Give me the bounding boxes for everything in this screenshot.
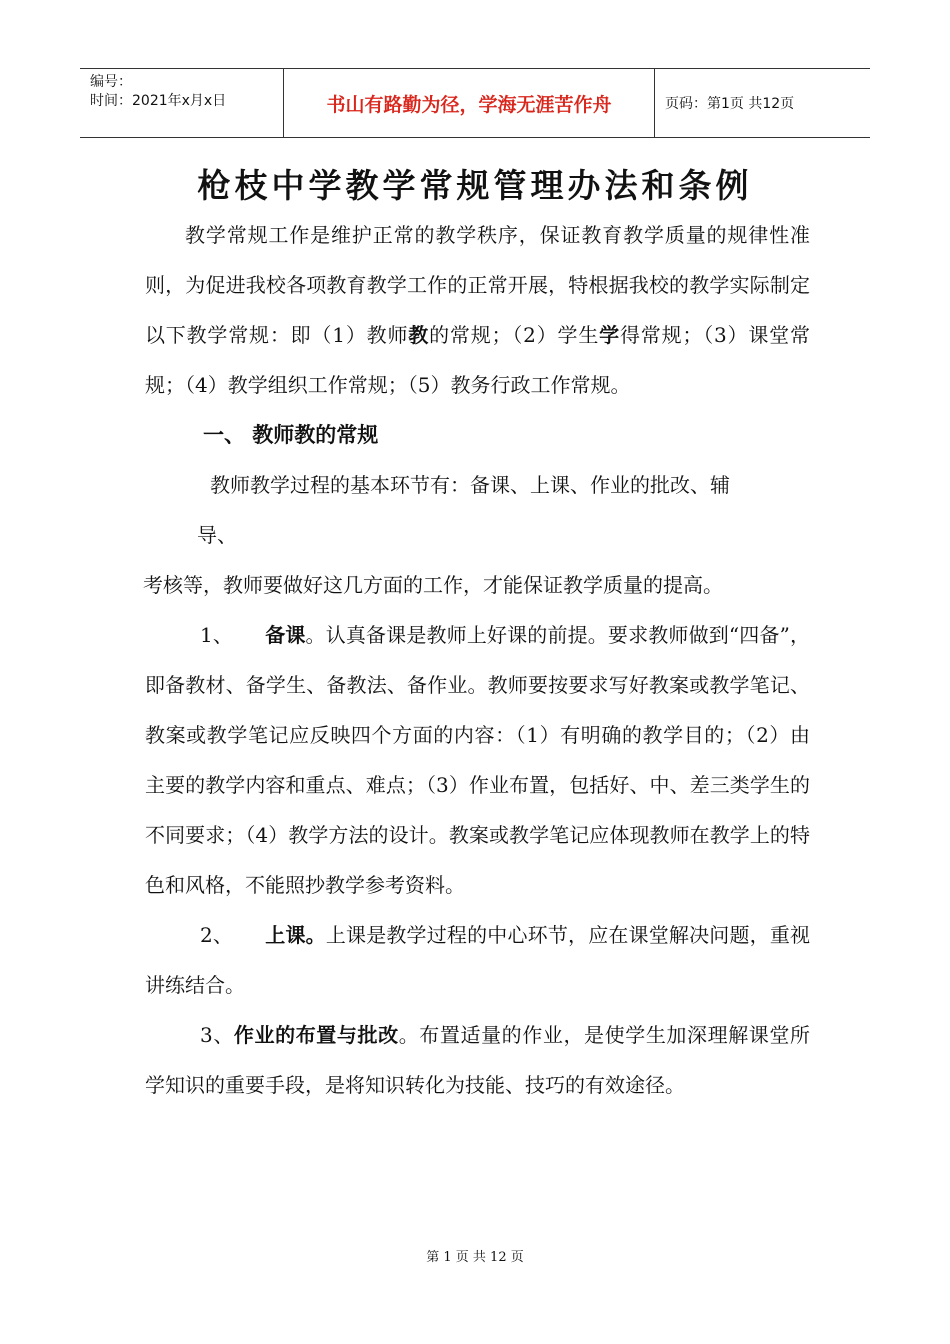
section-paragraph-line-3: 考核等，教师要做好这几方面的工作，才能保证教学质量的提高。	[143, 573, 723, 597]
page-header	[80, 68, 870, 138]
intro-bold-1: 教	[408, 323, 430, 347]
item-2-text: 上课是教学过程的中心环节，应在课堂解决问题，重视讲练结合。	[145, 923, 811, 997]
item-1-number: 1、	[200, 623, 234, 647]
document-body	[145, 210, 810, 1110]
item-3-text: 。布置适量的作业，是使学生加深理解课堂所学知识的重要手段，是将知识转化为技能、技巧的有效途径。	[145, 1023, 810, 1097]
header-meta	[80, 69, 283, 137]
intro-text-3: 得常规；（3）课堂常规；（4）教学组织工作常规；（5）教务行政工作常规。	[145, 323, 810, 397]
date-label: 时间：2021年x月x日	[90, 93, 227, 109]
item-3-title: 作业的布置与批改	[233, 1023, 399, 1047]
section-paragraph-line-1: 教师教学过程的基本环节有：备课、上课、作业的批改、辅	[210, 473, 730, 497]
header-page-info: 页码：第1页 共12页	[665, 96, 795, 112]
section-heading: 一、 教师教的常规	[203, 423, 379, 447]
item-teaching	[145, 910, 810, 1010]
item-2-title: 上课。	[265, 923, 326, 947]
section-paragraph-line-2: 导、	[197, 523, 237, 547]
item-3-number: 3、	[200, 1023, 234, 1047]
item-lesson-prep	[145, 610, 810, 910]
item-2-number: 2、	[200, 923, 234, 947]
intro-bold-2: 学	[599, 323, 620, 347]
header-motto: 书山有路勤为径，学海无涯苦作舟	[283, 69, 655, 137]
page-footer: 第 1 页 共 12 页	[426, 1250, 524, 1265]
document-title: 枪枝中学教学常规管理办法和条例	[197, 166, 753, 205]
intro-paragraph	[145, 210, 810, 410]
item-homework	[145, 1010, 810, 1110]
code-label: 编号：	[90, 74, 132, 90]
item-1-text: 。认真备课是教师上好课的前提。要求教师做到“四备”，即备教材、备学生、备教法、备作业。教师要按要求写好教案或教学笔记、教案或教学笔记应反映四个方面的内容：（1）有明确的教学目的；（2）由主要的教学内容和重点、难点；（3）作业布置，包括好、中、差三类学生的不同要求；（4）教学方法的设计。教案或教学笔记应体现教师在教学上的特色和风格，不能照抄教学参考资料。	[145, 623, 810, 897]
intro-text-2: 的常规；（2）学生	[429, 323, 600, 347]
intro-text-1: 教学常规工作是维护正常的教学秩序，保证教育教学质量的规律性准则，为促进我校各项教育教学工作的正常开展，特根据我校的教学实际制定以下教学常规：即（1）教师	[145, 223, 810, 347]
item-1-title: 备课	[265, 623, 306, 647]
